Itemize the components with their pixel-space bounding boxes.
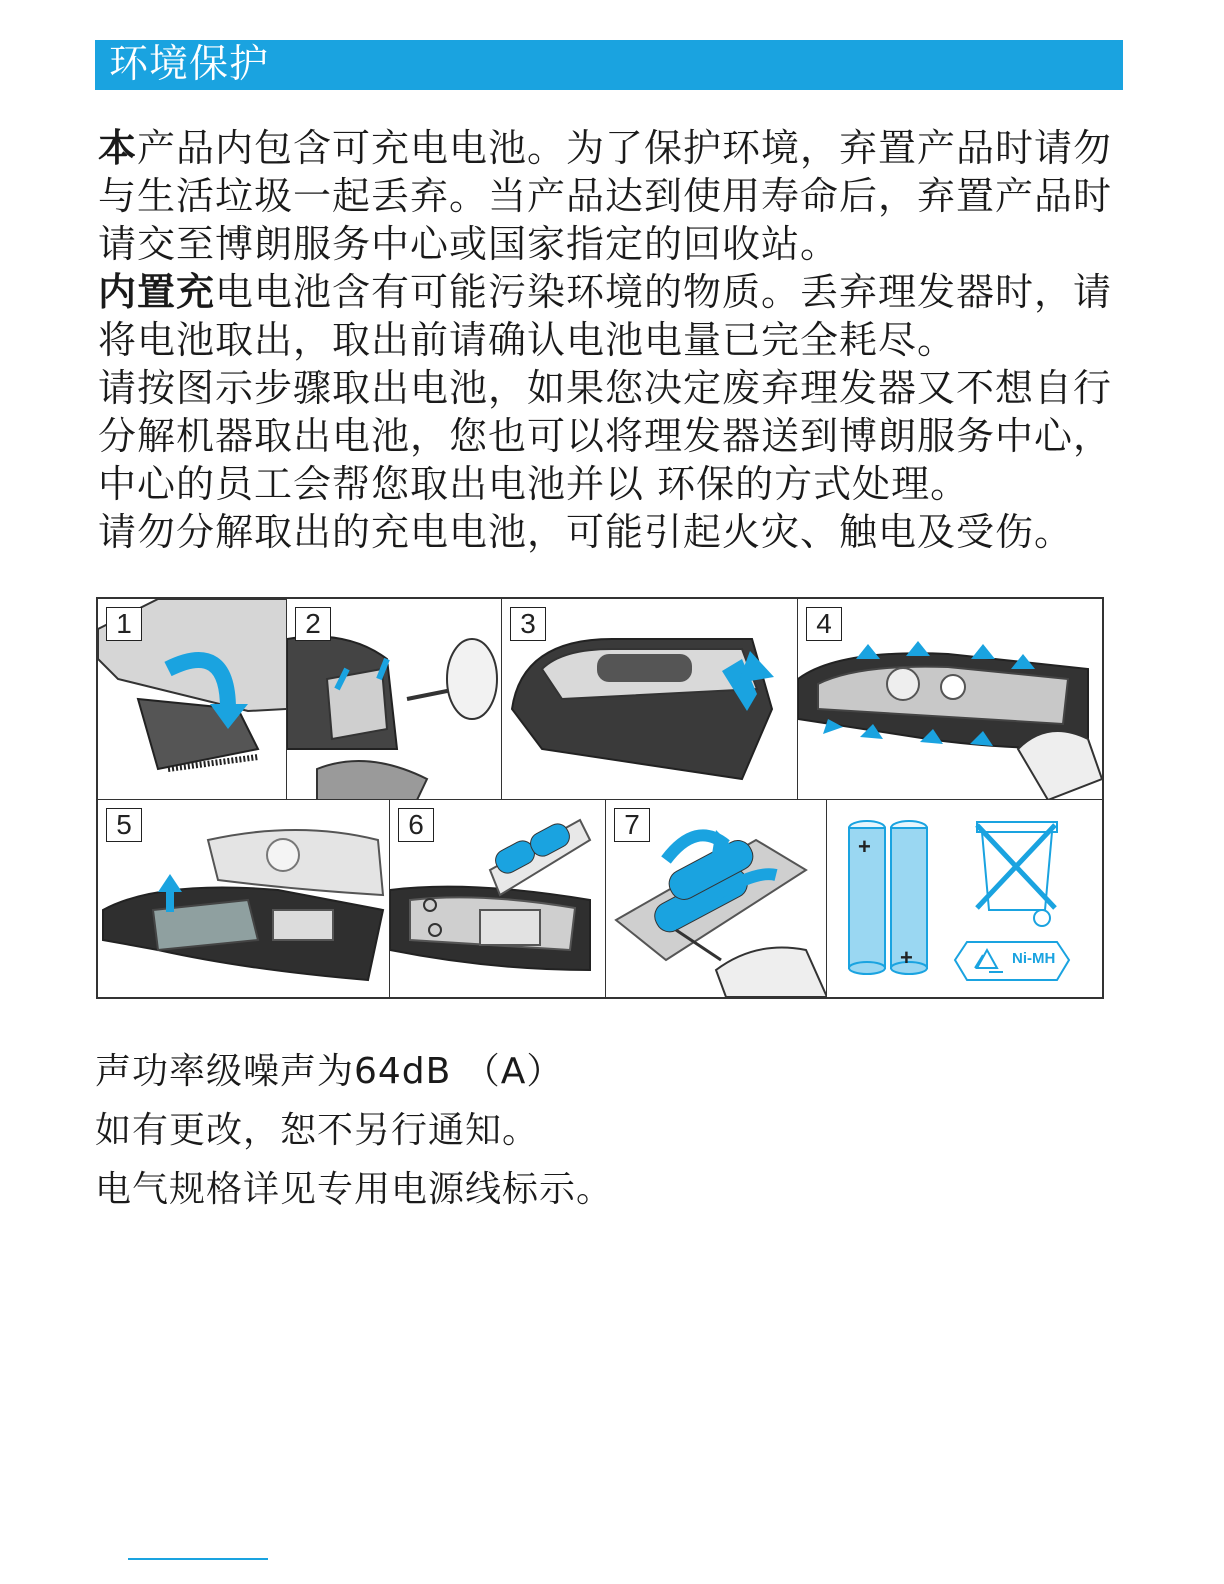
paragraph-2-text: 电电池含有可能污染环境的物质。丢弃理发器时，请将电池取出，取出前请确认电池电量已完全耗尽。 bbox=[98, 270, 1113, 362]
step-4-illustration bbox=[798, 599, 1102, 800]
step-panel-7 bbox=[606, 800, 827, 997]
step-number-2: 2 bbox=[295, 607, 331, 641]
step-number-3: 3 bbox=[510, 607, 546, 641]
recycle-icon bbox=[827, 800, 1102, 997]
section-header-bar bbox=[95, 40, 1123, 90]
paragraph-4-text: 请勿分解取出的充电电池，可能引起火灾、触电及受伤。 bbox=[98, 510, 1074, 554]
step-3-illustration bbox=[502, 599, 798, 800]
step-number-4: 4 bbox=[806, 607, 842, 641]
noise-level-note: 声功率级噪声为64dB （A） bbox=[95, 1051, 564, 1092]
ni-mh-label: Ni-MH bbox=[1012, 950, 1056, 967]
step-number-6: 6 bbox=[398, 808, 434, 842]
step-panel-4 bbox=[798, 599, 1102, 800]
section-title: 环境保护 bbox=[109, 42, 270, 87]
paragraph-1 bbox=[98, 124, 1118, 268]
battery-removal-figure bbox=[96, 597, 1104, 999]
step-panel-3 bbox=[502, 599, 798, 800]
battery-plus-1: + bbox=[858, 834, 871, 859]
paragraph-2-lead: 内置充 bbox=[98, 270, 216, 314]
paragraph-4 bbox=[98, 508, 1118, 556]
step-panel-6 bbox=[390, 800, 606, 997]
battery-plus-2: + bbox=[900, 945, 913, 970]
body-text bbox=[98, 124, 1118, 556]
paragraph-1-lead: 本 bbox=[98, 126, 138, 170]
paragraph-1-text: 产品内包含可充电电池。为了保护环境，弃置产品时请勿与生活垃圾一起丢弃。当产品达到使用寿命后，弃置产品时请交至博朗服务中心或国家指定的回收站。 bbox=[98, 126, 1113, 266]
change-notice: 如有更改，恕不另行通知。 bbox=[95, 1110, 540, 1151]
recycling-panel bbox=[827, 800, 1102, 997]
step-number-1: 1 bbox=[106, 607, 142, 641]
electrical-spec-note: 电气规格详见专用电源线标示。 bbox=[95, 1169, 614, 1210]
step-panel-5 bbox=[98, 800, 390, 997]
step-number-7: 7 bbox=[614, 808, 650, 842]
paragraph-3-text: 请按图示步骤取出电池，如果您决定废弃理发器又不想自行分解机器取出电池，您也可以将理发器送到博朗服务中心，中心的员工会帮您取出电池并以 环保的方式处理。 bbox=[98, 366, 1113, 506]
paragraph-3 bbox=[98, 364, 1118, 508]
footer-notes bbox=[95, 1042, 613, 1219]
bottom-rule bbox=[128, 1558, 268, 1560]
step-number-5: 5 bbox=[106, 808, 142, 842]
step-panel-2 bbox=[287, 599, 502, 800]
step-panel-1 bbox=[98, 599, 287, 800]
paragraph-2 bbox=[98, 268, 1118, 364]
